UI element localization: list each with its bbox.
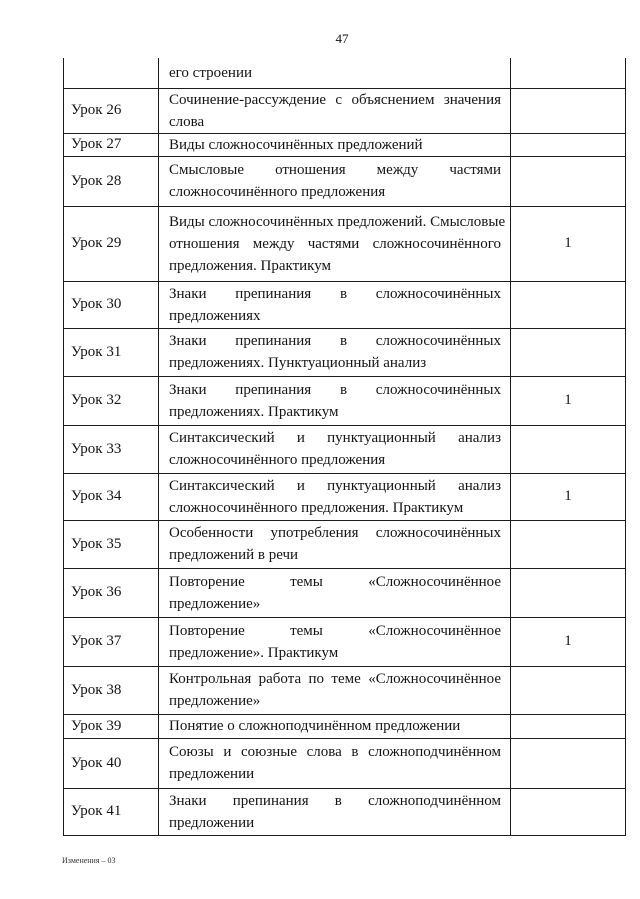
hours-cell (511, 788, 626, 835)
hours-cell (511, 133, 626, 156)
lesson-label: Урок 41 (71, 803, 122, 819)
topic-cell (159, 666, 511, 714)
hours-value: 1 (564, 392, 572, 408)
topic-line: сложносочинённого предложения. Практикум (169, 499, 464, 516)
table-row (64, 666, 626, 714)
hours-cell (511, 617, 626, 666)
table-row (64, 568, 626, 617)
topic-cell (159, 281, 511, 328)
lesson-cell (64, 206, 159, 281)
topic-line: слова (169, 113, 205, 130)
topic-cell (159, 206, 511, 281)
topic-line: Знаки препинания в сложносочинённых (169, 285, 501, 302)
table-row (64, 617, 626, 666)
lesson-cell (64, 738, 159, 788)
table-row (64, 714, 626, 738)
hours-cell (511, 88, 626, 133)
hours-value: 1 (564, 235, 572, 251)
lesson-cell (64, 666, 159, 714)
topic-line: Союзы и союзные слова в сложноподчинённом (169, 744, 501, 760)
topic-line: Знаки препинания в сложносочинённых (169, 333, 501, 349)
lesson-cell (64, 133, 159, 156)
topic-line: Сочинение-рассуждение с объяснением значения (169, 91, 501, 108)
lesson-cell (64, 88, 159, 133)
table-row (64, 425, 626, 473)
lesson-label: Урок 27 (71, 136, 122, 152)
hours-cell (511, 425, 626, 473)
topic-line: Повторение темы «Сложносочинённое (169, 573, 501, 590)
table-row (64, 206, 626, 281)
lesson-label: Урок 28 (71, 172, 122, 189)
hours-cell (511, 714, 626, 738)
table-row (64, 788, 626, 835)
topic-line: Контрольная работа по теме «Сложносочинённое (169, 671, 501, 687)
topic-cell (159, 568, 511, 617)
topic-line: предложение» (169, 693, 261, 709)
lesson-cell (64, 714, 159, 738)
table-row (64, 133, 626, 156)
hours-cell (511, 206, 626, 281)
topic-line: сложносочинённого предложения (169, 452, 386, 468)
topic-line: Виды сложносочинённых предложений (169, 136, 423, 153)
hours-value: 1 (564, 633, 572, 649)
topic-line: Знаки препинания в сложноподчинённом (169, 792, 501, 809)
hours-cell (511, 666, 626, 714)
topic-line: Смысловые отношения между частями (169, 162, 501, 178)
lesson-label: Урок 32 (71, 392, 122, 408)
lesson-label: Урок 34 (71, 488, 122, 504)
lesson-cell (64, 568, 159, 617)
topic-line: отношения между частями сложносочинённого (169, 235, 501, 252)
topic-line: Синтаксический и пунктуационный анализ (169, 430, 501, 446)
topic-cell (159, 425, 511, 473)
lesson-cell (64, 425, 159, 473)
topic-line: его строении (169, 64, 253, 81)
topic-line: предложениях (169, 307, 261, 324)
page-number: 47 (335, 31, 349, 46)
lesson-label: Урок 37 (71, 633, 122, 649)
table-row (64, 281, 626, 328)
hours-value: 1 (564, 488, 572, 504)
topic-cell (159, 328, 511, 376)
lesson-label: Урок 36 (71, 584, 122, 600)
lesson-label: Урок 30 (71, 296, 122, 312)
lesson-cell (64, 58, 159, 88)
topic-cell (159, 88, 511, 133)
lesson-cell (64, 156, 159, 206)
topic-line: предложение» (169, 595, 261, 612)
lesson-cell (64, 520, 159, 568)
topic-line: Повторение темы «Сложносочинённое (169, 622, 501, 639)
topic-line: предложение». Практикум (169, 644, 339, 661)
topic-cell (159, 617, 511, 666)
topic-cell (159, 376, 511, 425)
topic-line: Особенности употребления сложносочинённых (169, 525, 501, 541)
table-row (64, 88, 626, 133)
lesson-cell (64, 328, 159, 376)
topic-cell (159, 133, 511, 156)
lesson-cell (64, 788, 159, 835)
table-row (64, 58, 626, 88)
topic-line: сложносочинённого предложения (169, 184, 386, 200)
lesson-label: Урок 39 (71, 717, 122, 734)
table-row (64, 156, 626, 206)
hours-cell (511, 328, 626, 376)
hours-cell (511, 520, 626, 568)
topic-line: предложении (169, 766, 255, 782)
topic-line: предложений в речи (169, 547, 299, 563)
topic-line: предложения. Практикум (169, 257, 332, 274)
topic-line: Знаки препинания в сложносочинённых (169, 381, 501, 398)
lesson-cell (64, 281, 159, 328)
hours-cell (511, 156, 626, 206)
table-row (64, 520, 626, 568)
topic-cell (159, 156, 511, 206)
topic-line: предложениях. Пунктуационный анализ (169, 355, 427, 371)
hours-cell (511, 738, 626, 788)
hours-cell (511, 568, 626, 617)
table-row (64, 473, 626, 520)
lesson-cell (64, 376, 159, 425)
lesson-label: Урок 38 (71, 681, 122, 698)
lesson-plan-table (63, 58, 626, 836)
hours-cell (511, 376, 626, 425)
table-row (64, 738, 626, 788)
topic-cell (159, 738, 511, 788)
hours-cell (511, 473, 626, 520)
lesson-label: Урок 33 (71, 440, 122, 457)
lesson-label: Урок 26 (71, 102, 122, 118)
lesson-label: Урок 29 (71, 235, 122, 251)
lesson-label: Урок 40 (71, 754, 122, 771)
lesson-cell (64, 473, 159, 520)
revision-footer: Изменения – 03 (62, 856, 116, 865)
topic-line: Синтаксический и пунктуационный анализ (169, 477, 501, 494)
hours-cell (511, 58, 626, 88)
table-row (64, 328, 626, 376)
topic-line: Виды сложносочинённых предложений. Смысловые (169, 213, 506, 230)
topic-cell (159, 58, 511, 88)
lesson-label: Урок 31 (71, 343, 122, 360)
table-row (64, 376, 626, 425)
topic-cell (159, 714, 511, 738)
lesson-cell (64, 617, 159, 666)
topic-line: предложениях. Практикум (169, 403, 339, 420)
lesson-label: Урок 35 (71, 535, 122, 552)
topic-line: Понятие о сложноподчинённом предложении (169, 718, 461, 734)
topic-line: предложении (169, 814, 255, 831)
topic-cell (159, 473, 511, 520)
hours-cell (511, 281, 626, 328)
topic-cell (159, 520, 511, 568)
topic-cell (159, 788, 511, 835)
